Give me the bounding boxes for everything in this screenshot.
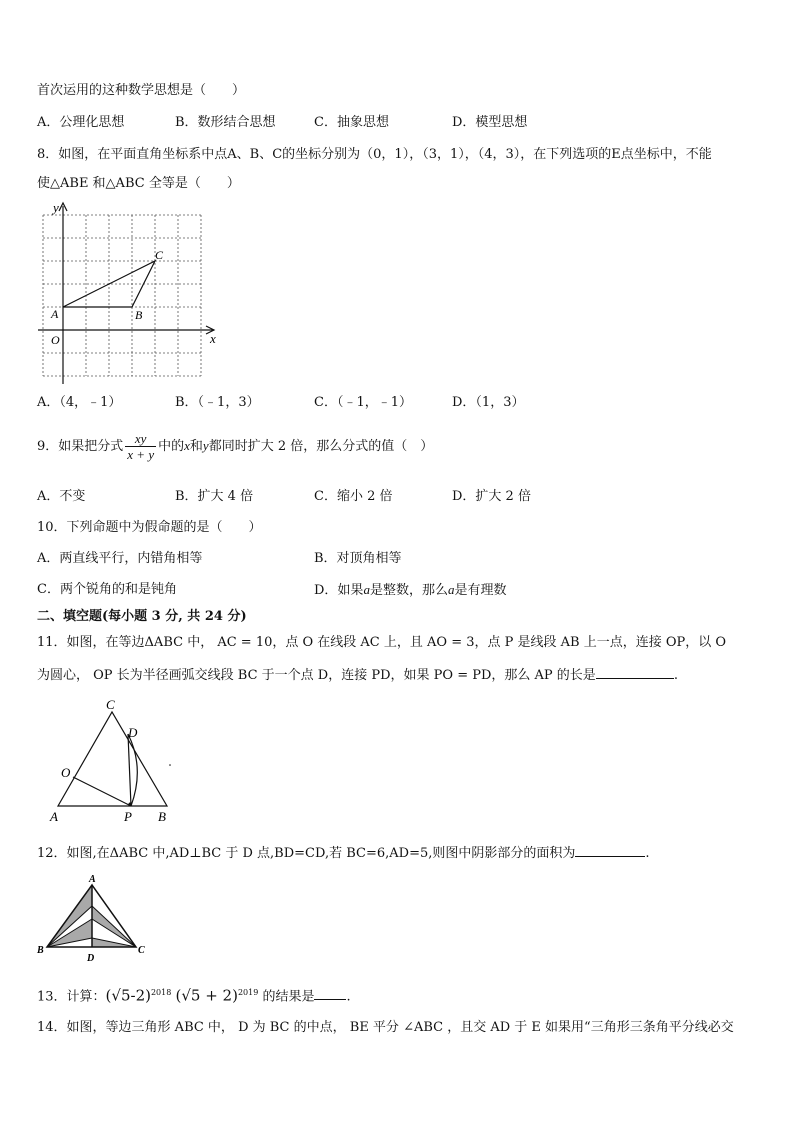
- q8-option-a: A．（4，﹣1）: [37, 395, 122, 410]
- q10-option-d-var-a1: a: [363, 582, 370, 597]
- q9-option-a: A．不变: [37, 489, 86, 504]
- q9-stem: [37, 428, 433, 465]
- q9-option-b: B．扩大 4 倍: [175, 489, 254, 504]
- q13-text-pre: 13．计算：: [37, 989, 106, 1005]
- q11-label-b: B: [158, 809, 166, 824]
- q9-option-c: C．缩小 2 倍: [314, 489, 393, 504]
- q11-answer-blank: [596, 665, 674, 679]
- q10-option-d-post: 是有理数: [454, 583, 507, 598]
- q8-label-a: A: [51, 307, 59, 321]
- q9-text-pre: 9．如果把分式: [37, 439, 124, 454]
- q12-label-c: C: [138, 945, 145, 956]
- q14-stem: 14．如图，等边三角形 ABC 中， D 为 BC 的中点， BE 平分 ∠ABC ，且交 AD 于 E 如果用“三角形三条角平分线必交: [37, 1020, 734, 1035]
- q11-triangle-figure: [44, 697, 204, 825]
- q13-answer-blank: [314, 986, 346, 1000]
- q9-var-y: y: [202, 438, 209, 453]
- q13-exp2: 2019: [237, 988, 259, 997]
- q13-text-post: 的结果是: [262, 989, 315, 1005]
- q11-stem-line2-text: 为圆心， OP 长为半径画弧交线段 BC 于一个点 D，连接 PD，如果 PO = PD，那么 AP 的长是: [37, 668, 596, 683]
- q8-stem-line2: 使△ABE 和△ABC 全等是（ ）: [37, 176, 240, 191]
- q8-label-b: B: [135, 308, 143, 322]
- q12-stem-end: .: [645, 846, 650, 861]
- q8-label-x: x: [210, 331, 216, 346]
- q7-option-d: D．模型思想: [452, 115, 528, 130]
- q9-text-mid1: 中的: [158, 439, 185, 454]
- q8-label-c: C: [155, 248, 164, 262]
- q10-option-d-pre: D．如果: [314, 583, 364, 598]
- q12-label-a: A: [89, 874, 96, 885]
- q8-label-y: y: [53, 200, 59, 215]
- q11-stem-line2-end: .: [673, 668, 678, 683]
- q9-fraction-denominator: x + y: [127, 447, 155, 462]
- q12-triangle-figure: [34, 872, 154, 964]
- q10-option-a: A．两直线平行，内错角相等: [37, 551, 203, 566]
- q7-option-b: B．数形结合思想: [175, 115, 276, 130]
- q8-grid: [43, 215, 201, 376]
- q8-stem-line1: 8．如图，在平面直角坐标系中点A、B、C的坐标分别为（0，1），（3，1），（4，3），在下列选项的E点坐标中，不能: [37, 147, 712, 162]
- q9-option-d: D．扩大 2 倍: [452, 489, 531, 504]
- q13-exp1: 2018: [150, 988, 172, 997]
- q8-coordinate-figure: [36, 200, 226, 386]
- q10-stem: 10．下列命题中为假命题的是（ ）: [37, 520, 262, 535]
- q11-triangle-abc: [58, 712, 167, 806]
- q7-option-a: A．公理化思想: [37, 115, 125, 130]
- q9-var-x: x: [184, 438, 190, 453]
- q10-option-d: [314, 581, 506, 600]
- section-title-fill-in: 二、填空题(每小题 3 分, 共 24 分): [37, 609, 247, 624]
- q9-fraction-numerator: xy: [125, 431, 156, 447]
- q10-option-c: C．两个锐角的和是钝角: [37, 582, 177, 597]
- q9-text-post: 都同时扩大 2 倍，那么分式的值（ ）: [208, 439, 434, 454]
- q12-label-b: B: [37, 945, 44, 956]
- q13-expr1: (√5-2): [105, 986, 151, 1005]
- q9-fraction: [125, 431, 156, 462]
- q8-axes: [38, 203, 214, 384]
- q11-label-d: D: [128, 725, 138, 740]
- q11-label-c: C: [106, 697, 115, 712]
- q13-stem: [37, 983, 351, 1007]
- q10-option-d-mid: 是整数，那么: [369, 583, 448, 598]
- q8-option-b: B．（﹣1，3）: [175, 395, 260, 410]
- q13-expr2: (√5 + 2): [175, 986, 238, 1005]
- q11-label-p: P: [124, 809, 132, 824]
- q10-option-d-var-a2: a: [447, 582, 455, 597]
- q13-text-end: .: [346, 989, 351, 1005]
- q11-label-a: A: [50, 809, 58, 824]
- q8-option-d: D．（1，3）: [452, 395, 525, 410]
- q10-option-b: B．对顶角相等: [314, 551, 402, 566]
- q12-answer-blank: [575, 843, 645, 857]
- q7-option-c: C．抽象思想: [314, 115, 389, 130]
- q12-stem-text: 12．如图,在ΔABC 中,AD⊥BC 于 D 点,BD=CD,若 BC=6,AD=5,则图中阴影部分的面积为: [37, 846, 576, 861]
- q11-segment-op: [73, 777, 131, 806]
- q12-label-d: D: [87, 953, 95, 964]
- q8-label-o: O: [51, 333, 60, 347]
- q9-text-mid2: 和: [189, 439, 203, 454]
- q7-stem-continuation: 首次运用的这种数学思想是（ ）: [37, 83, 246, 98]
- q11-stem-line1: 11．如图，在等边ΔABC 中， AC = 10，点 O 在线段 AC 上，且 AO = 3，点 P 是线段 AB 上一点，连接 OP，以 O: [37, 635, 727, 650]
- q8-option-c: C．（﹣1，﹣1）: [314, 395, 412, 410]
- q12-stem: [37, 843, 650, 863]
- q11-label-o: O: [61, 765, 71, 780]
- q11-stem-line2: [37, 665, 678, 685]
